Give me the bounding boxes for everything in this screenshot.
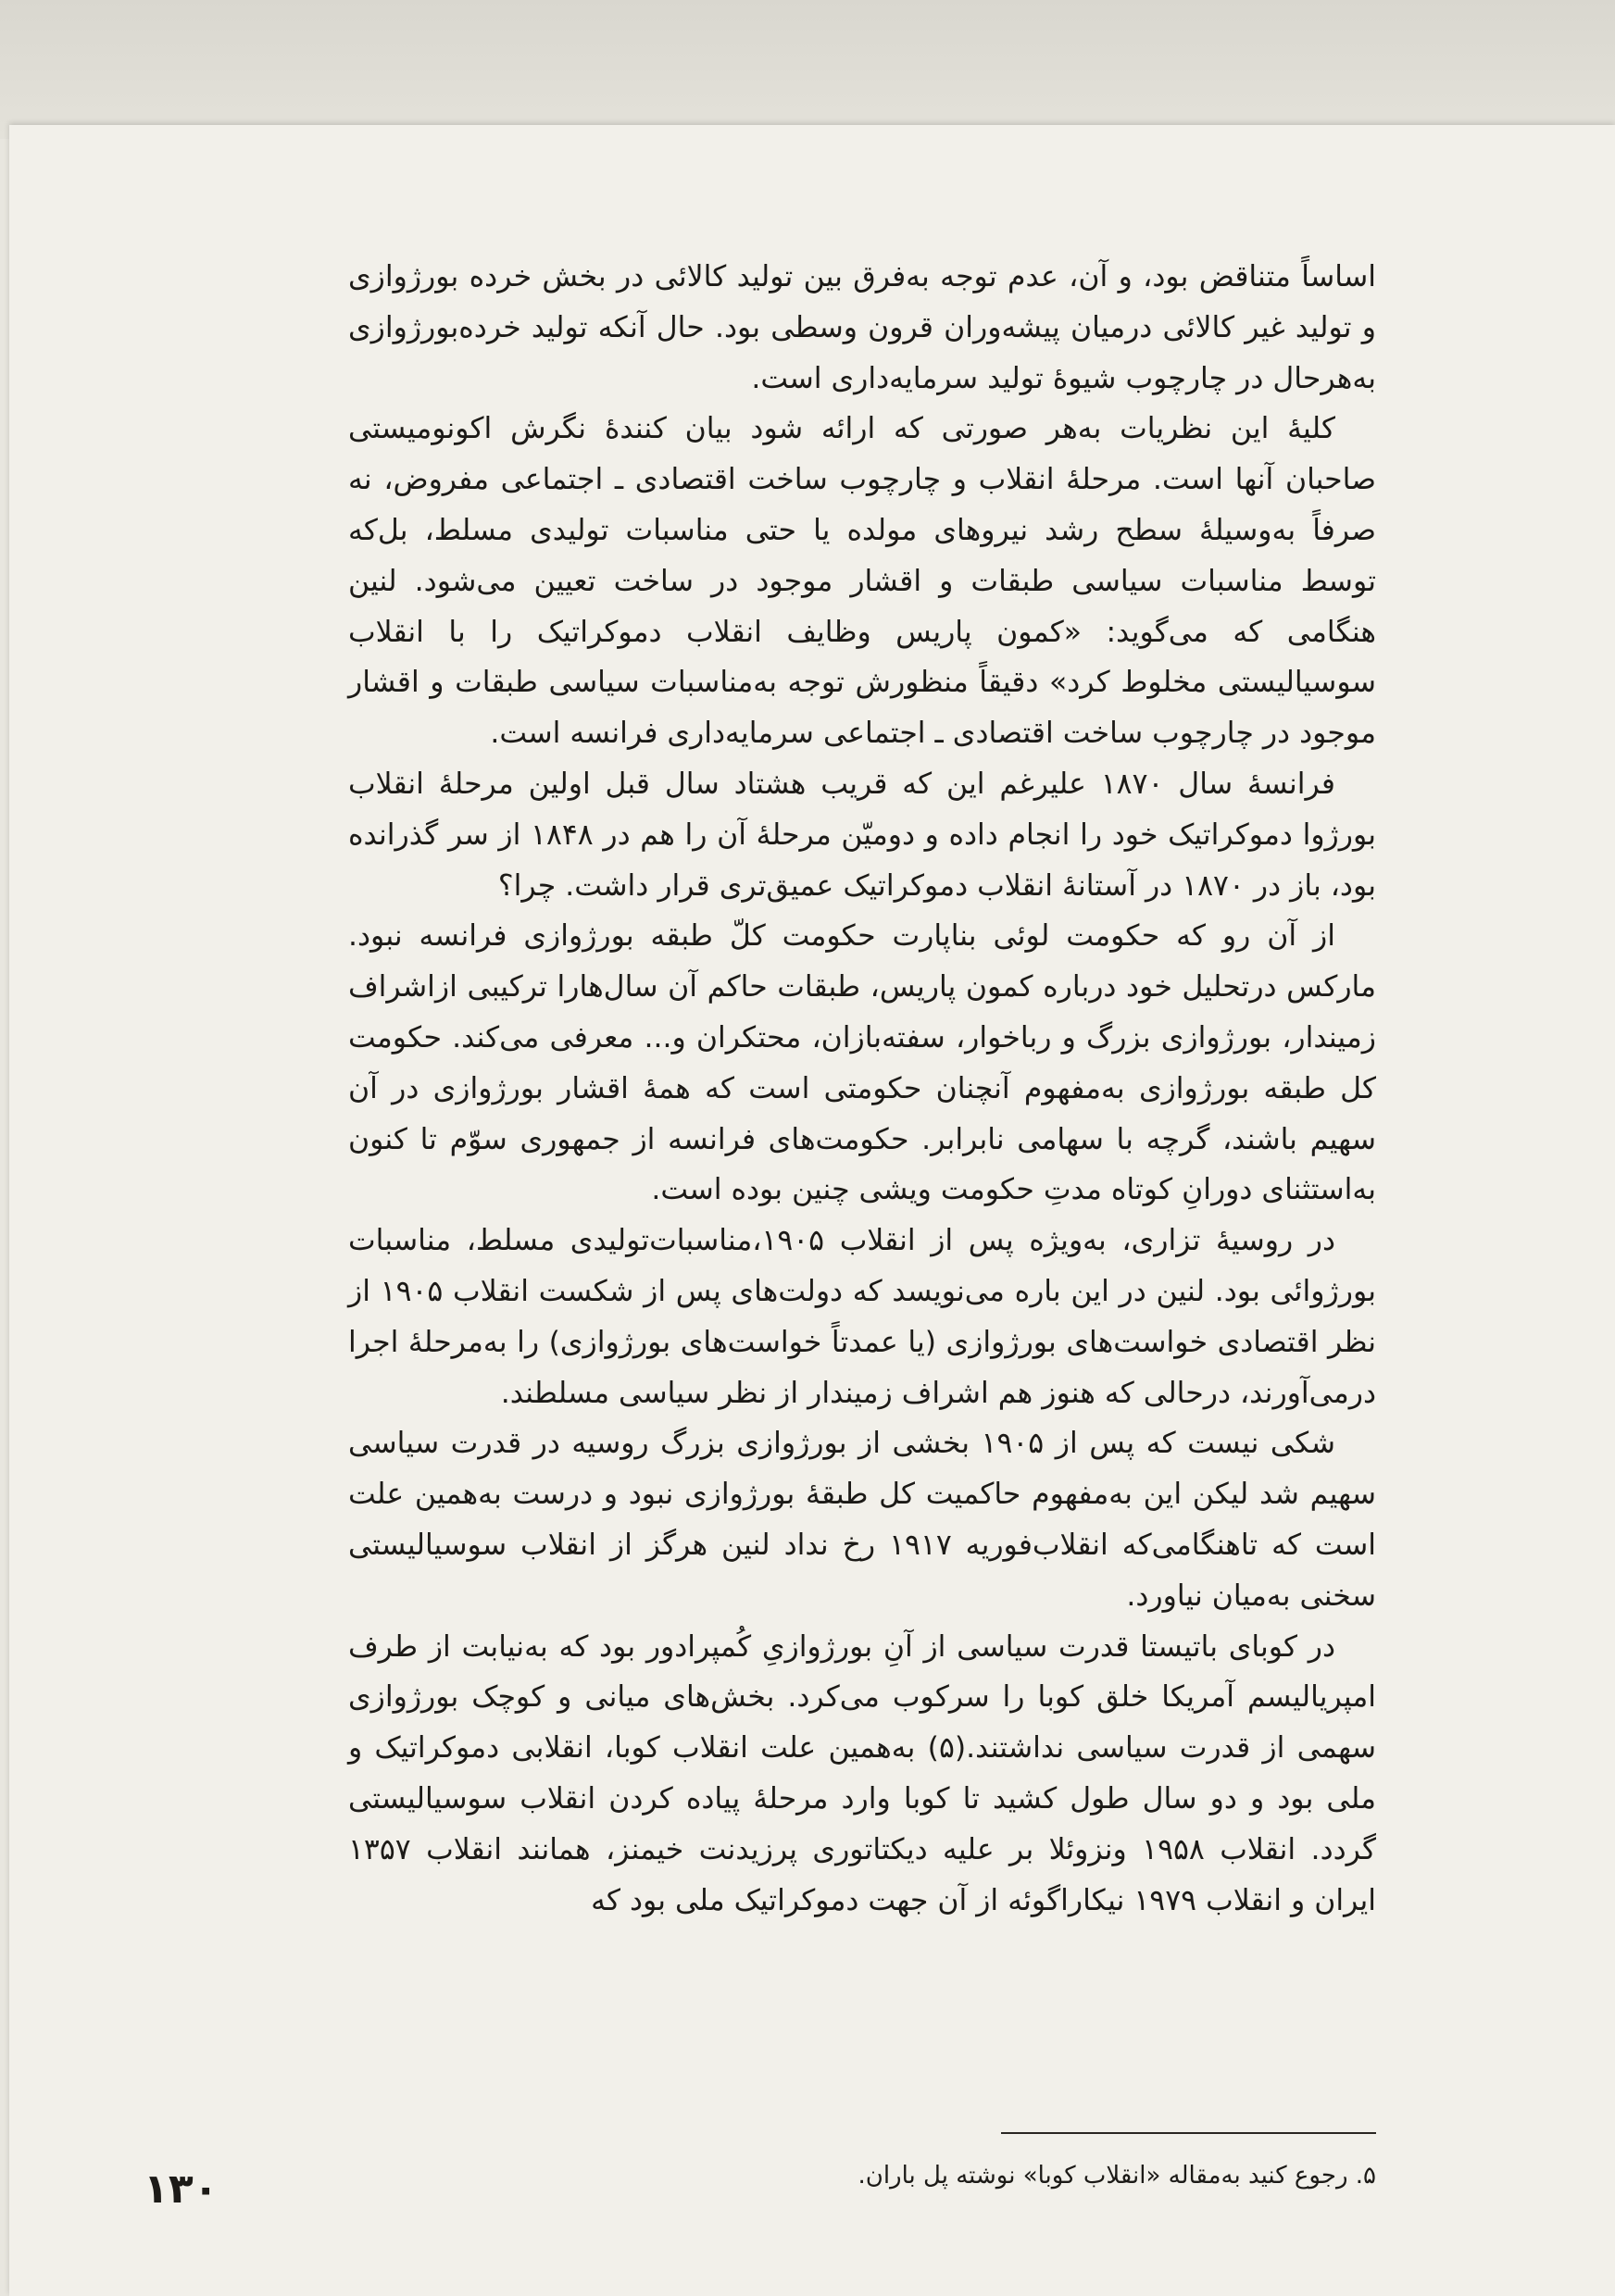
paragraph-3: فرانسهٔ سال ۱۸۷۰ علیرغم این که قریب هشتاد سال قبل اولین مرحلهٔ انقلاب بورژوا دموکراتیک خود را انجام داده و دومیّن مرحلهٔ آن را هم در ۱۸۴۸ از سر گذرانده بود، باز در ۱۸۷۰ در آستانهٔ انقلاب دموکراتیک عمیق‌تری قرار داشت. چرا؟ [348,767,1377,903]
footnote: ۵. رجوع کنید به‌مقاله «انقلاب کوبا» نوشته پل باران. [858,2162,1376,2190]
body-text [348,252,1376,1926]
paragraph-6: شکی نیست که پس از ۱۹۰۵ بخشی از بورژوازی بزرگ روسیه در قدرت سیاسی سهیم شد لیکن این به‌مفهوم حاکمیت کل طبقهٔ بورژوازی نبود و درست به‌همین علت است که تاهنگامی‌که انقلاب‌فوریه ۱۹۱۷ رخ نداد لنین هرگز از انقلاب سوسیالیستی سخنی به‌میان نیاورد. [348,1427,1376,1613]
paragraph-2: کلیهٔ این نظریات به‌هر صورتی که ارائه شود بیان کنندهٔ نگرش اکونومیستی صاحبان آنها است. مرحلهٔ انقلاب و چارچوب ساخت اقتصادی ـ اجتماعی مفروض، نه صرفاً به‌وسیلهٔ سطح رشد نیروهای مولده یا حتی مناسبات تولیدی مسلط، بل‌که توسط مناسبات سیاسی طبقات و اقشار موجود در ساخت تعیین می‌شود. لنین هنگامی که می‌گوید: «کمون پاریس وظایف انقلاب دموکراتیک را با انقلاب سوسیالیستی مخلوط کرد» دقیقاً منظورش توجه به‌مناسبات سیاسی طبقات و اقشار موجود در چارچوب ساخت اقتصادی ـ اجتماعی سرمایه‌داری فرانسه است. [348,412,1376,751]
paragraph-5: در روسیهٔ تزاری، به‌ویژه پس از انقلاب ۱۹۰۵،مناسبات‌تولیدی مسلط، مناسبات بورژوائی بود. لنین در این باره می‌نویسد که دولت‌های پس از شکست انقلاب ۱۹۰۵ از نظر اقتصادی خواست‌های بورژوازی (یا عمدتاً خواست‌های بورژوازی) را به‌مرحلهٔ اجرا درمی‌آورند، درحالی که هنوز هم اشراف زمیندار از نظر سیاسی مسلطند. [348,1224,1376,1410]
paragraph-1: اساساً متناقض بود، و آن، عدم توجه به‌فرق بین تولید کالائی در بخش خرده بورژوازی و تولید غیر کالائی درمیان پیشه‌وران قرون وسطی بود. حال آنکه تولید خرده‌بورژوازی به‌هرحال در چارچوب شیوهٔ تولید سرمایه‌داری است. [348,260,1376,395]
page-number: ۱۳۰ [144,2165,219,2213]
scan-top-strip [0,0,1615,139]
paragraph-4: از آن رو که حکومت لوئی بناپارت حکومت کلّ طبقه بورژوازی فرانسه نبود. مارکس درتحلیل خود درباره کمون پاریس، طبقات حاکم آن سال‌هارا ترکیبی ازاشراف زمیندار، بورژوازی بزرگ و رباخوار، سفته‌بازان، محتکران و... معرفی می‌کند. حکومت کل طبقه بورژوازی به‌مفهوم آنچنان حکومتی است که همهٔ اقشار بورژوازی در آن سهیم باشند، گرچه با سهامی نابرابر. حکومت‌های فرانسه از جمهوری سوّم تا کنون به‌استثنای دورانِ کوتاه مدتِ حکومت ویشی چنین بوده است. [348,919,1376,1207]
paragraph-7: در کوبای باتیستا قدرت سیاسی از آنِ بورژوازیِ کُمپرادور بود که به‌نیابت از طرف امپریالیسم آمریکا خلق کوبا را سرکوب می‌کرد. بخش‌های میانی و کوچک بورژوازی سهمی از قدرت سیاسی نداشتند.(۵) به‌همین علت انقلاب کوبا، انقلابی دموکراتیک و ملی بود و دو سال طول کشید تا کوبا وارد مرحلهٔ پیاده کردن انقلاب سوسیالیستی گردد. انقلاب ۱۹۵۸ ونزوئلا بر علیه دیکتاتوری پرزیدنت خیمنز، همانند انقلاب ۱۳۵۷ ایران و انقلاب ۱۹۷۹ نیکاراگوئه از آن جهت دموکراتیک ملی بود که [348,1629,1376,1917]
footnote-divider [1001,2132,1376,2134]
